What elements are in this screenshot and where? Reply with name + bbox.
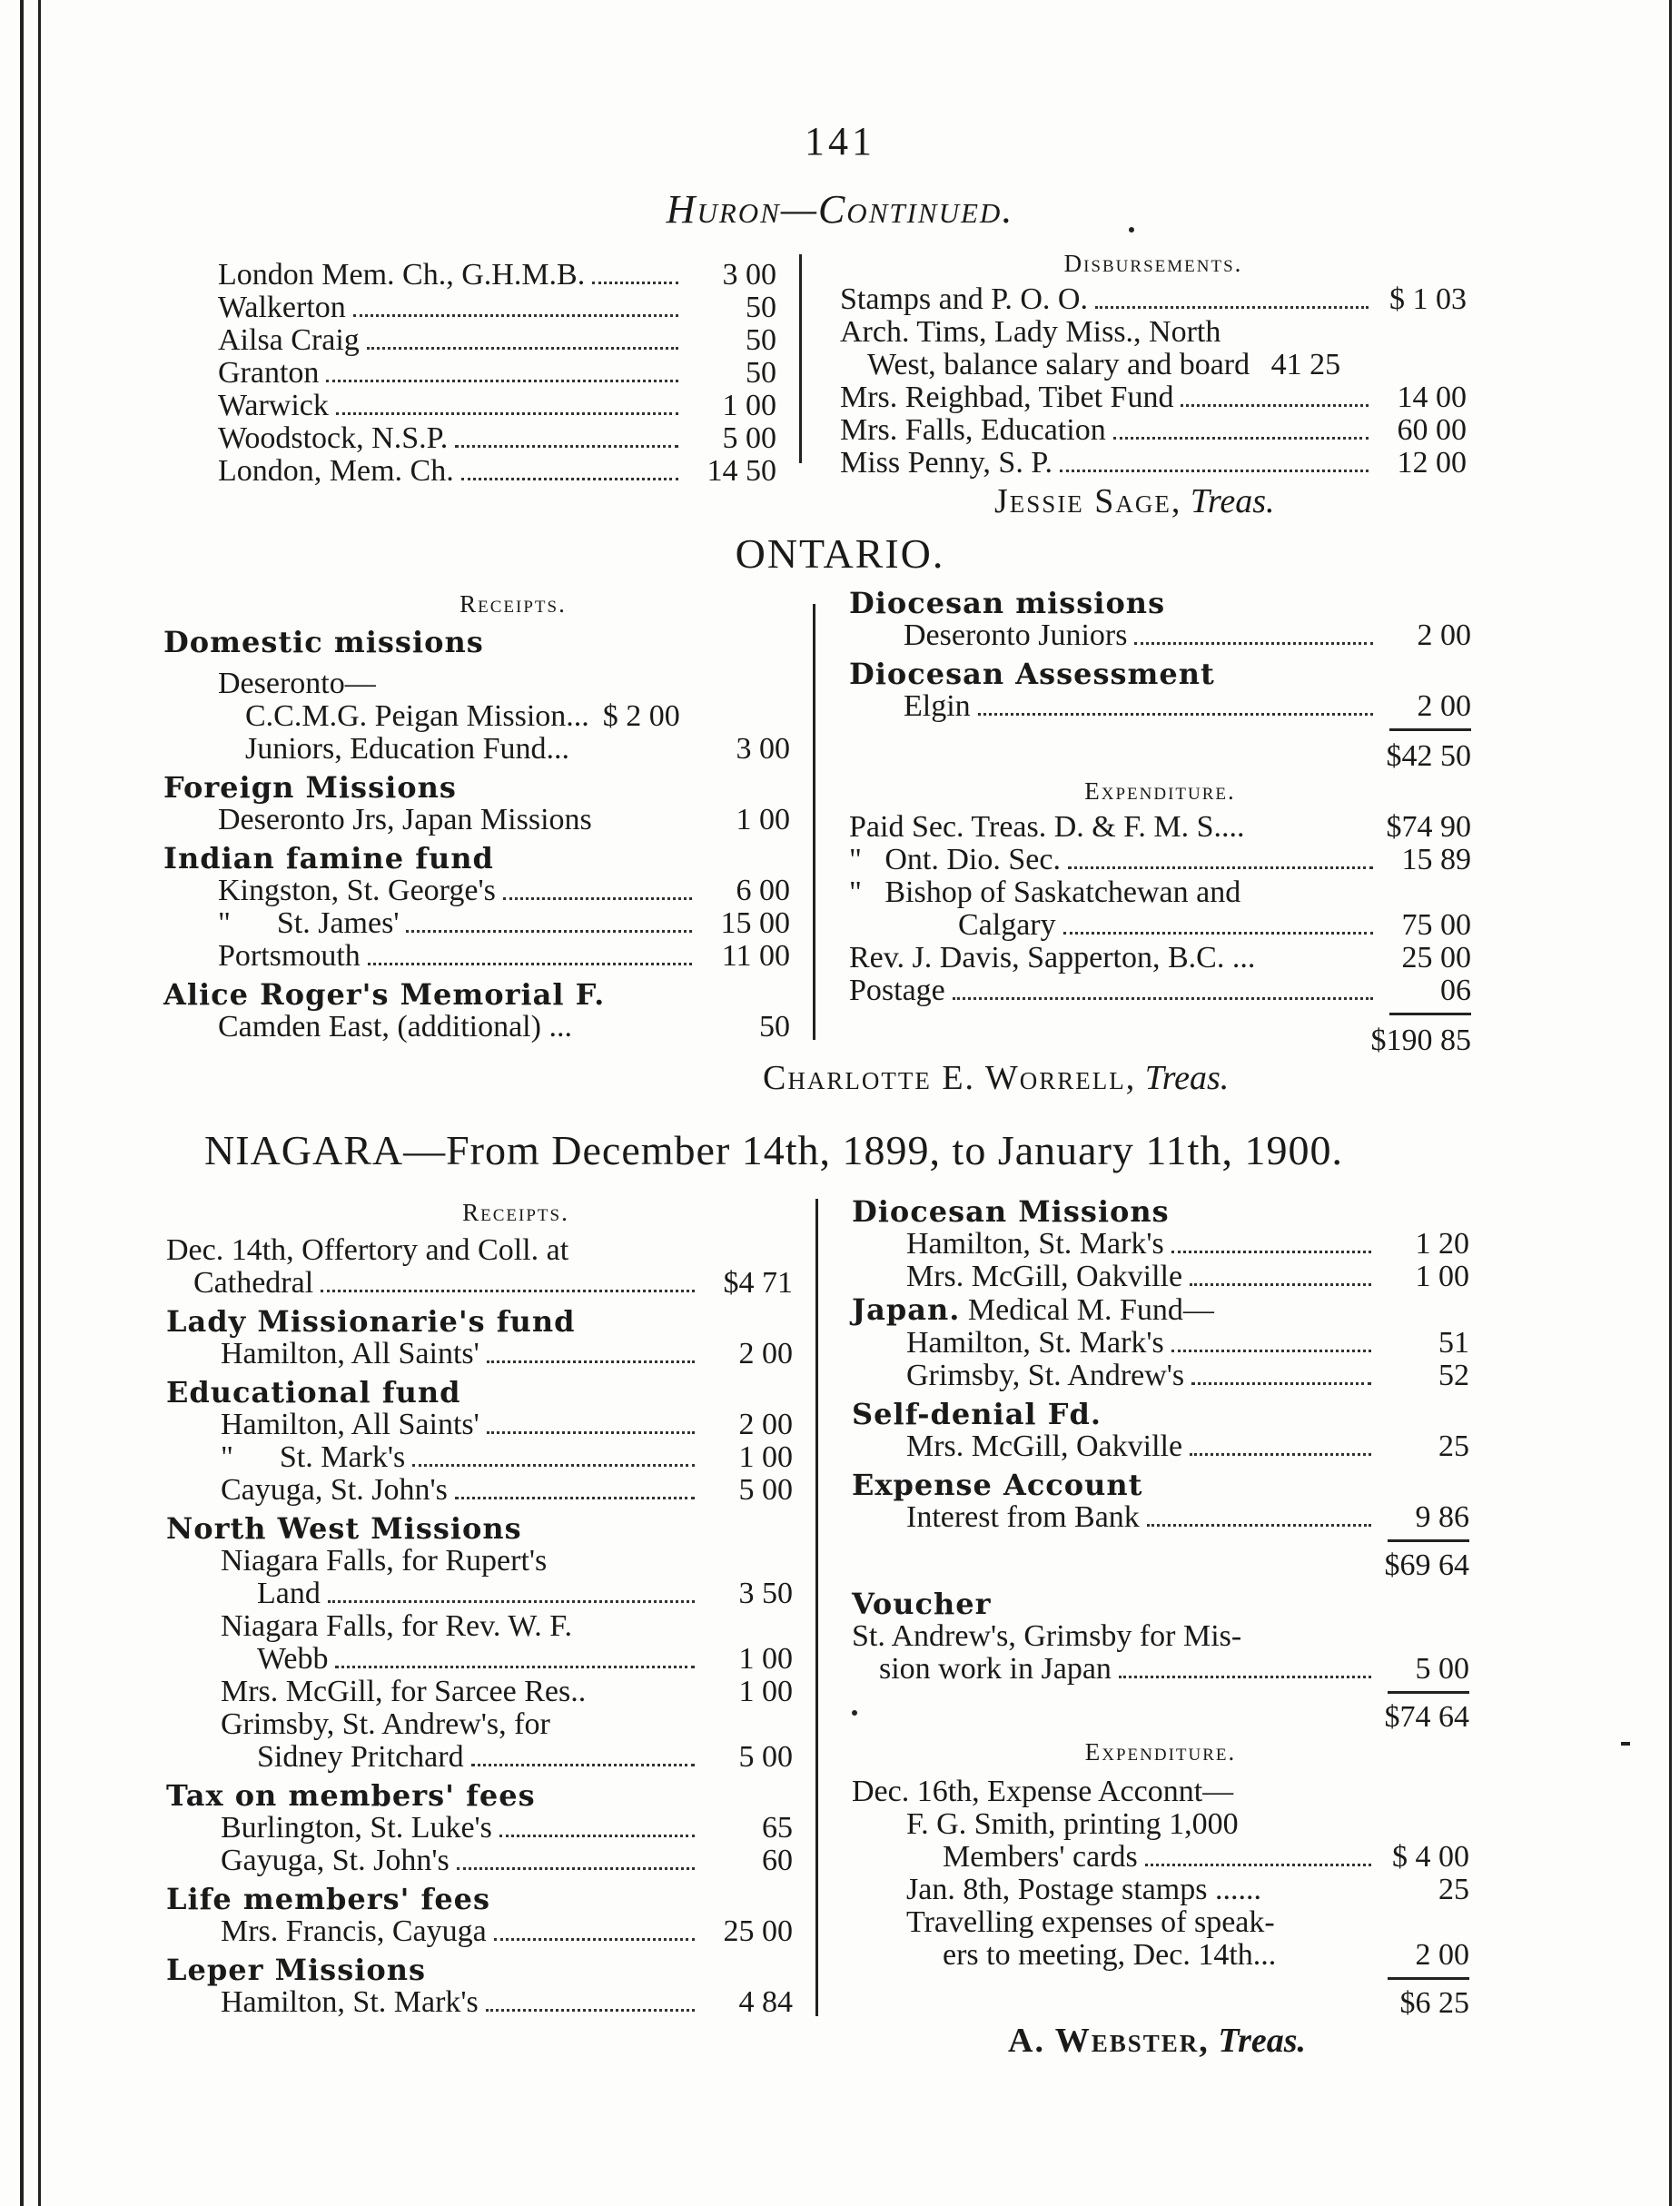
list-item: West, balance salary and board 41 25 <box>867 348 1341 381</box>
ontario-treasurer: Charlotte E. Worrell, Treas. <box>763 1059 1230 1097</box>
list-item: Elgin 2 00 <box>904 689 1471 723</box>
list-item: Sidney Pritchard 5 00 <box>257 1740 793 1774</box>
list-item: Camden East, (additional) ... 50 <box>218 1010 790 1044</box>
section-heading: Educational fund <box>166 1375 461 1410</box>
section-heading: Tax on members' fees <box>166 1778 536 1813</box>
huron-header: Huron—Continued. <box>666 187 1014 232</box>
list-item: Interest from Bank 9 86 <box>906 1500 1469 1534</box>
list-item: Arch. Tims, Lady Miss., North <box>840 315 1221 349</box>
receipts-heading: Receipts. <box>460 590 567 618</box>
list-item: Land 3 50 <box>257 1577 793 1610</box>
list-item: Grimsby, St. Andrew's 52 <box>906 1359 1469 1392</box>
stray-dash <box>1621 1742 1630 1746</box>
list-item: " St. Mark's 1 00 <box>221 1440 793 1474</box>
list-item: Webb 1 00 <box>257 1642 793 1676</box>
list-item: Dec. 14th, Offertory and Coll. at <box>166 1233 569 1267</box>
huron-disbursements <box>840 245 1467 480</box>
sum-rule <box>1389 728 1471 731</box>
list-item: Rev. J. Davis, Sapperton, B.C. ... 25 00 <box>849 941 1471 974</box>
list-item: Miss Penny, S. P. 12 00 <box>840 446 1467 480</box>
subtotal: $74 64 <box>1384 1700 1469 1734</box>
list-item: Hamilton, St. Mark's 51 <box>906 1326 1469 1360</box>
list-item: Mrs. McGill, for Sarcee Res.. 1 00 <box>221 1675 793 1708</box>
list-item: Paid Sec. Treas. D. & F. M. S.... $74 90 <box>849 810 1471 844</box>
niagara-treasurer: A. Webster, Treas. <box>1008 2022 1307 2060</box>
section-heading: North West Missions <box>166 1511 522 1546</box>
disbursements-heading: Disbursements. <box>1063 250 1243 277</box>
section-heading: Alice Roger's Memorial F. <box>163 977 606 1012</box>
list-item: Mrs. Falls, Education 60 00 <box>840 413 1467 447</box>
list-item: Walkerton 50 <box>218 291 776 324</box>
list-item: Hamilton, All Saints' 2 00 <box>221 1337 793 1370</box>
section-heading: Expense Account <box>852 1468 1143 1502</box>
list-item: " Bishop of Saskatchewan and <box>849 875 1241 909</box>
list-item: Mrs. Reighbad, Tibet Fund 14 00 <box>840 381 1467 414</box>
section-heading: Diocesan Missions <box>852 1194 1170 1229</box>
list-item: Kingston, St. George's 6 00 <box>218 874 790 907</box>
list-item: Warwick 1 00 <box>218 389 776 422</box>
column-divider <box>813 604 815 1040</box>
expenditure-heading: Expenditure. <box>1084 777 1236 805</box>
list-item: Mrs. Francis, Cayuga 25 00 <box>221 1914 793 1948</box>
list-item: Ailsa Craig 50 <box>218 323 776 357</box>
section-heading: Self-denial Fd. <box>852 1397 1102 1431</box>
list-item: Hamilton, St. Mark's 4 84 <box>221 1985 793 2019</box>
sum-rule <box>1388 1539 1469 1542</box>
section-heading: Foreign Missions <box>163 770 457 805</box>
list-item: Japan. Medical M. Fund— <box>852 1292 1214 1327</box>
stray-dot <box>852 1710 857 1716</box>
list-item: Burlington, St. Luke's 65 <box>221 1811 793 1845</box>
section-heading: Diocesan Assessment <box>849 657 1215 691</box>
receipts-heading: Receipts. <box>462 1199 569 1226</box>
section-heading: Voucher <box>852 1587 992 1621</box>
subtotal: $69 64 <box>1384 1548 1469 1582</box>
section-heading: Lady Missionarie's fund <box>166 1304 576 1339</box>
stray-dot <box>1129 227 1134 232</box>
list-item: Postage 06 <box>849 974 1471 1007</box>
section-heading: Diocesan missions <box>849 586 1166 620</box>
list-item: Dec. 16th, Expense Acconnt— <box>852 1775 1234 1808</box>
huron-treasurer: Jessie Sage, Treas. <box>994 482 1275 520</box>
section-heading: Japan. <box>852 1292 961 1327</box>
list-item: St. Andrew's, Grimsby for Mis- <box>852 1619 1242 1653</box>
total: $6 25 <box>1399 1986 1469 2020</box>
list-item: Cayuga, St. John's 5 00 <box>221 1473 793 1507</box>
sum-rule <box>1388 1977 1469 1980</box>
list-item: Hamilton, St. Mark's 1 20 <box>906 1227 1469 1261</box>
sum-rule <box>1388 1691 1469 1694</box>
list-item: Mrs. McGill, Oakville 25 <box>906 1429 1469 1463</box>
list-item: London Mem. Ch., G.H.M.B. 3 00 <box>218 258 776 292</box>
list-item: Hamilton, All Saints' 2 00 <box>221 1408 793 1441</box>
list-item: Grimsby, St. Andrew's, for <box>221 1707 550 1741</box>
list-item: Granton 50 <box>218 356 776 390</box>
list-item: C.C.M.G. Peigan Mission... $ 2 00 <box>245 699 680 733</box>
ontario-receipts <box>163 586 790 1044</box>
list-item: Niagara Falls, for Rupert's <box>221 1544 548 1578</box>
list-item: Deseronto— <box>218 667 376 700</box>
page-number: 141 <box>805 119 875 163</box>
niagara-header: NIAGARA—From December 14th, 1899, to January 11th, 1900. <box>204 1127 1343 1173</box>
ontario-header: ONTARIO. <box>735 530 945 577</box>
list-item: Deseronto Jrs, Japan Missions 1 00 <box>218 803 790 836</box>
subtotal: $42 50 <box>1386 739 1471 773</box>
list-item: Jan. 8th, Postage stamps ...... 25 <box>906 1873 1469 1906</box>
list-item: Deseronto Juniors 2 00 <box>904 618 1471 652</box>
sum-rule <box>1389 1013 1471 1015</box>
expenditure-heading: Expenditure. <box>1084 1738 1237 1766</box>
list-item: " Ont. Dio. Sec. 15 89 <box>849 843 1471 876</box>
column-divider <box>815 1199 818 2016</box>
list-item: Juniors, Education Fund... 3 00 <box>245 732 790 766</box>
section-heading: Domestic missions <box>163 625 484 659</box>
list-item: sion work in Japan 5 00 <box>879 1652 1469 1686</box>
list-item: Travelling expenses of speak- <box>906 1905 1275 1939</box>
list-item: Cathedral $4 71 <box>193 1266 793 1300</box>
list-item: " St. James' 15 00 <box>218 906 790 940</box>
huron-receipts <box>218 259 776 488</box>
list-item: London, Mem. Ch. 14 50 <box>218 454 776 488</box>
list-item: ers to meeting, Dec. 14th... 2 00 <box>943 1938 1469 1972</box>
list-item: Calgary 75 00 <box>958 908 1471 942</box>
list-item: Woodstock, N.S.P. 5 00 <box>218 421 776 455</box>
list-item: Niagara Falls, for Rev. W. F. <box>221 1609 572 1643</box>
total: $190 85 <box>1370 1024 1471 1057</box>
list-item: Members' cards $ 4 00 <box>943 1840 1469 1874</box>
page-edge-line <box>38 0 41 2206</box>
page-edge-line <box>1669 0 1672 2206</box>
column-divider <box>799 254 802 463</box>
niagara-right-column <box>852 1190 1469 2020</box>
niagara-receipts <box>166 1194 793 2019</box>
section-heading: Life members' fees <box>166 1882 491 1916</box>
section-heading: Indian famine fund <box>163 841 494 875</box>
section-heading: Leper Missions <box>166 1953 426 1987</box>
ontario-right-column <box>849 581 1471 1057</box>
list-item: Gayuga, St. John's 60 <box>221 1844 793 1877</box>
list-item: Mrs. McGill, Oakville 1 00 <box>906 1260 1469 1293</box>
list-item: F. G. Smith, printing 1,000 <box>906 1807 1239 1841</box>
list-item: Portsmouth 11 00 <box>218 939 790 973</box>
list-item: Stamps and P. O. O. $ 1 03 <box>840 282 1467 316</box>
page-edge-line <box>20 0 24 2206</box>
